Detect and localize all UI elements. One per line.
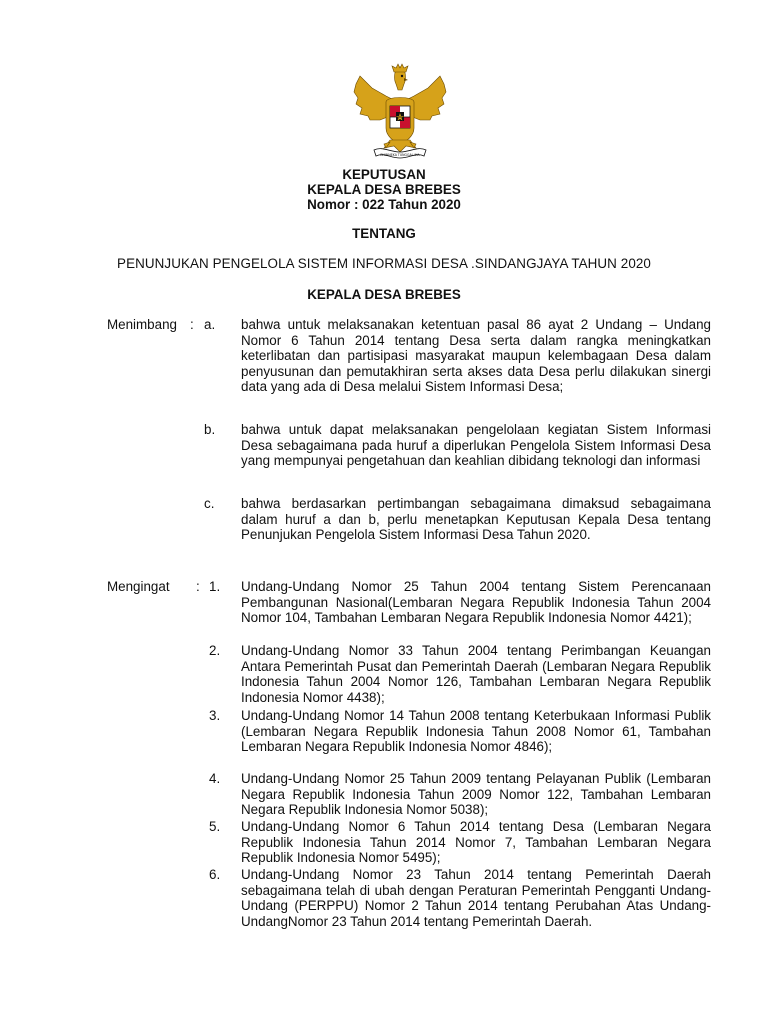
official-heading: KEPALA DESA BREBES [307,287,461,302]
tentang-heading: TENTANG [352,226,416,241]
mengingat-marker-5: 5. [209,819,221,834]
menimbang-marker-a: a. [204,317,216,332]
mengingat-marker-2: 2. [209,643,221,658]
mengingat-marker-4: 4. [209,771,221,786]
menimbang-label: Menimbang [107,317,177,332]
mengingat-marker-1: 1. [209,579,221,594]
mengingat-label: Mengingat [107,579,170,594]
menimbang-item-b: bahwa untuk dapat melaksanakan pengelolaan kegiatan Sistem Informasi Desa sebagaimana pada huruf a diperlukan Pengelola Sistem Informasi Desa yang mempunyai pengetahuan dan keahlian dibidang teknologi dan informasi [241,422,711,469]
mengingat-colon: : [196,579,200,594]
decree-subject: PENUNJUKAN PENGELOLA SISTEM INFORMASI DESA .SINDANGJAYA TAHUN 2020 [117,256,651,271]
mengingat-item-3: Undang-Undang Nomor 14 Tahun 2008 tentang Keterbukaan Informasi Publik (Lembaran Negara Republik Indonesia Tahun 2008 Nomor 61, Tambahan Lembaran Negara Republik Indonesia Nomor 4846); [241,708,711,755]
menimbang-marker-c: c. [204,496,215,511]
garuda-pancasila-emblem-icon [350,62,450,160]
menimbang-item-c: bahwa berdasarkan pertimbangan sebagaimana dimaksud sebagaimana dalam huruf a dan b, perlu menetapkan Keputusan Kepala Desa tentang Penunjukan Pengelola Sistem Informasi Desa Tahun 2020. [241,496,711,543]
svg-text:BHINNEKA TUNGGAL IKA: BHINNEKA TUNGGAL IKA [380,153,420,157]
decree-title-block [0,167,768,213]
decree-number: Nomor : 022 Tahun 2020 [307,197,461,213]
issuer-title: KEPALA DESA BREBES [307,182,461,198]
menimbang-marker-b: b. [204,422,216,437]
mengingat-item-5: Undang-Undang Nomor 6 Tahun 2014 tentang Desa (Lembaran Negara Republik Indonesia Tahun 2014 Nomor 7, Tambahan Lembaran Negara Republik Indonesia Nomor 5495); [241,819,711,866]
mengingat-item-2: Undang-Undang Nomor 33 Tahun 2004 tentang Perimbangan Keuangan Antara Pemerintah Pusat dan Pemerintah Daerah (Lembaran Negara Republik Indonesia Tahun 2004 Nomor 126, Tambahan Lembaran Negara Republik Indonesia Nomor 4438); [241,643,711,705]
mengingat-item-4: Undang-Undang Nomor 25 Tahun 2009 tentang Pelayanan Publik (Lembaran Negara Republik Indonesia Tahun 2009 Nomor 122, Tambahan Lembaran Negara Republik Indonesia Nomor 5038); [241,771,711,818]
mengingat-marker-6: 6. [209,867,221,882]
menimbang-item-a: bahwa untuk melaksanakan ketentuan pasal 86 ayat 2 Undang – Undang Nomor 6 Tahun 2014 tentang Desa serta dalam rangka meningkatkan keterlibatan dan partisipasi masyarakat maupun kelembagaan Desa dalam penyusunan dan pemutakhiran serta akses data Desa perlu dilakukan sinergi data yang ada di Desa melalui Sistem Informasi Desa; [241,317,711,395]
decree-title: KEPUTUSAN [342,167,426,182]
mengingat-item-6: Undang-Undang Nomor 23 Tahun 2014 tentang Pemerintah Daerah sebagaimana telah di ubah dengan Peraturan Pemerintah Pengganti Undang-Undang (PERPPU) Nomor 2 Tahun 2014 tentang Perubahan Atas Undang-UndangNomor 23 Tahun 2014 tentang Pemerintah Daerah. [241,867,711,929]
menimbang-colon: : [190,317,194,332]
mengingat-marker-3: 3. [209,708,221,723]
mengingat-item-1: Undang-Undang Nomor 25 Tahun 2004 tentang Sistem Perencanaan Pembangunan Nasional(Lembaran Negara Republik Indonesia Tahun 2004 Nomor 104, Tambahan Lembaran Negara Republik Indonesia Nomor 4421); [241,579,711,626]
